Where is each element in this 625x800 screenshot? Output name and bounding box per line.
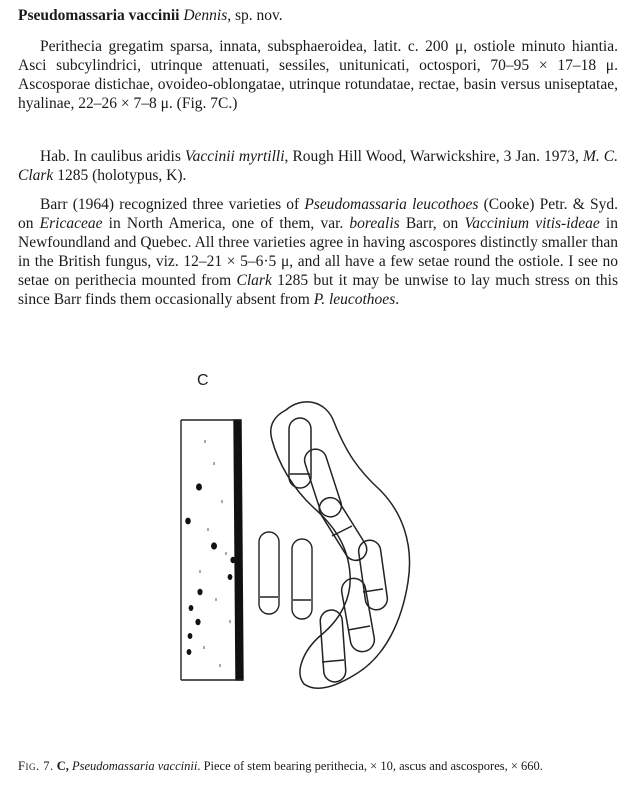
ascospore-2 — [292, 539, 312, 619]
habitat-host: Vaccinii myrtilli — [184, 148, 285, 165]
habitat-paragraph — [18, 147, 618, 185]
caption-text: . Piece of stem bearing perithecia, × 10, ascus and ascospores, × 660. — [197, 759, 543, 773]
figure-7c-drawing — [0, 352, 625, 747]
discussion-taxon-1: Pseudomassaria leucothoes — [304, 196, 479, 213]
ascospore-1 — [259, 532, 279, 614]
discussion-text-7: . — [395, 291, 400, 308]
species-status: , sp. nov. — [227, 7, 283, 24]
discussion-taxon-3: borealis — [349, 215, 400, 232]
discussion-text-4: Barr, on — [399, 215, 465, 232]
discussion-text-6: 1285 but it may be unwise to lay much stress on this since Barr finds them occasionally absent from — [18, 272, 618, 308]
habitat-text-2: , Rough Hill Wood, Warwickshire, 3 Jan. 1973, — [284, 148, 583, 165]
habitat-text-1: Hab. In caulibus aridis — [40, 148, 185, 165]
ascus-spores — [289, 418, 389, 683]
discussion-text-1: Barr (1964) recognized three varieties of — [40, 196, 305, 213]
discussion-text-5: in Newfoundland and Quebec. All three varieties agree in having ascospores distinctly smaller than in the British fungus, viz. 12–21 × 5–6·5 μ, and all have a few setae round the ostiole. I see no setae on perithecia mounted from — [18, 215, 618, 289]
discussion-taxon-6: P. leucothoes — [313, 291, 396, 308]
species-name: Pseudomassaria vaccinii — [18, 7, 180, 24]
caption-species: Pseudomassaria vaccinii — [71, 759, 198, 773]
stem-section — [181, 420, 243, 680]
figure-caption — [18, 758, 618, 775]
discussion-taxon-4: Vaccinium vitis-ideae — [464, 215, 600, 232]
habitat-collector: M. C. Clark — [18, 148, 619, 184]
habitat-text-3: 1285 (holotypus, K). — [53, 167, 187, 184]
discussion-text-3: in North America, one of them, var. — [102, 215, 350, 232]
discussion-taxon-2: Ericaceae — [39, 215, 103, 232]
discussion-paragraph — [18, 195, 618, 309]
stem-bark-band — [234, 420, 243, 680]
species-author: Dennis — [183, 7, 228, 24]
caption-panel: C, — [56, 759, 69, 773]
ascus — [271, 402, 410, 688]
discussion-collector: Clark — [236, 272, 272, 289]
discussion-text-2: (Cooke) Petr. & Syd. on — [18, 196, 618, 232]
species-heading — [18, 6, 613, 26]
free-ascospores — [259, 532, 312, 619]
caption-fig-number: Fig. 7. — [18, 759, 54, 773]
stem-stipple — [198, 440, 230, 667]
latin-description — [18, 37, 618, 113]
perithecia-dots — [185, 483, 235, 655]
figure-panel-label: C — [197, 372, 209, 389]
latin-description-text: Perithecia gregatim sparsa, innata, subsphaeroidea, latit. c. 200 μ, ostiole minuto hiantia. Asci subcylindrici, utrinque attenuati, sessiles, unitunicati, octospori, 70–95 × 17–18 μ. Ascosporae distichae, ovoideo-oblongatae, utrinque rotundatae, rectae, basin versus uniseptatae, hyalinae, 22–26 × 7–8 μ. (Fig. 7C.) — [18, 38, 618, 112]
